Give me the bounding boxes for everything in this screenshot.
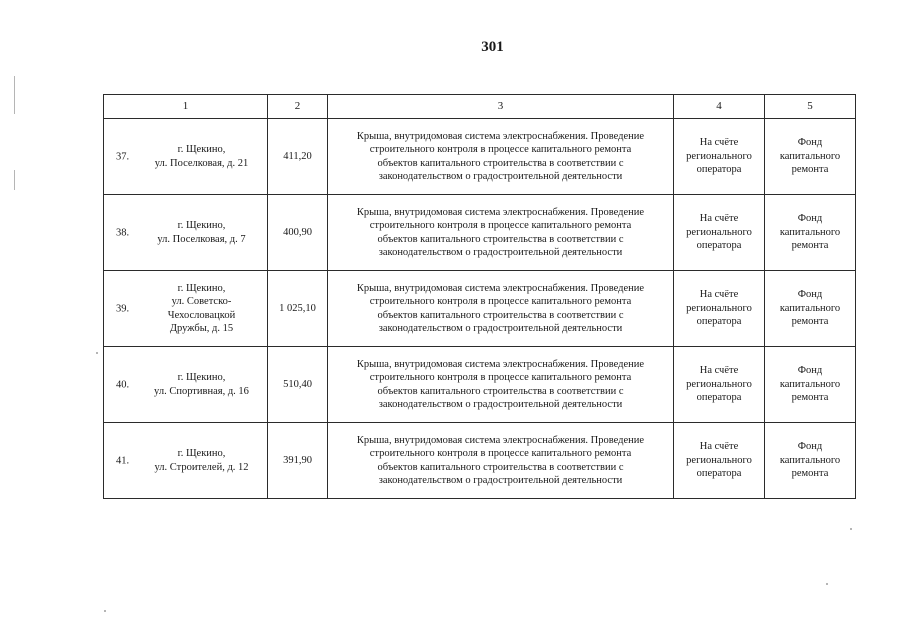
account-line: оператора	[696, 316, 742, 328]
row-number: 38.	[116, 226, 130, 238]
address-line: ул. Строителей, д. 12	[154, 461, 249, 473]
source-line: Фонд	[797, 289, 823, 301]
column-header: 2	[268, 95, 328, 119]
works-line: строительного контроля в процессе капитального ремонта	[369, 144, 632, 155]
works-line: Крыша, внутридомовая система электроснабжения. Проведение	[356, 282, 645, 294]
works-cell	[328, 119, 674, 195]
row-number: 41.	[116, 454, 130, 466]
address-line: ул. Поселковая, д. 7	[157, 233, 246, 245]
source-line: капитального	[779, 378, 841, 390]
account-line: регионального	[686, 150, 752, 162]
table-row	[104, 195, 856, 271]
source-line: Фонд	[797, 137, 823, 149]
address-cell	[104, 195, 268, 271]
scan-mark	[826, 583, 828, 585]
row-number: 40.	[116, 378, 130, 390]
table-row	[104, 347, 856, 423]
source-line: ремонта	[791, 468, 829, 480]
address-cell	[104, 271, 268, 347]
source-line: капитального	[779, 454, 841, 466]
account-line: регионального	[686, 454, 752, 466]
works-line: объектов капитального строительства в соответствии с	[377, 309, 624, 321]
account-cell	[674, 119, 765, 195]
works-line: объектов капитального строительства в соответствии с	[377, 461, 624, 473]
account-line: На счёте	[699, 441, 739, 453]
account-line: регионального	[686, 378, 752, 390]
works-line: Крыша, внутридомовая система электроснабжения. Проведение	[356, 130, 645, 142]
address-cell	[104, 347, 268, 423]
column-header: 3	[328, 95, 674, 119]
address-line: г. Щекино,	[177, 372, 226, 383]
address-line: г. Щекино,	[177, 144, 226, 155]
table-row	[104, 119, 856, 195]
account-line: На счёте	[699, 137, 739, 149]
works-line: законодательством о градостроительной деятельности	[378, 323, 623, 334]
scan-mark	[850, 528, 852, 530]
address-line: г. Щекино,	[177, 282, 226, 294]
works-line: законодательством о градостроительной деятельности	[378, 171, 623, 182]
area-cell: 391,90	[268, 423, 328, 499]
account-line: оператора	[696, 392, 742, 404]
column-header: 4	[674, 95, 765, 119]
account-line: регионального	[686, 302, 752, 314]
source-line: капитального	[779, 150, 841, 162]
table-header-row	[104, 95, 856, 119]
repair-works-table	[103, 94, 856, 499]
area-cell: 411,20	[268, 119, 328, 195]
table-row	[104, 423, 856, 499]
page-number: 301	[481, 39, 504, 55]
works-line: строительного контроля в процессе капитального ремонта	[369, 220, 632, 231]
works-line: строительного контроля в процессе капитального ремонта	[369, 296, 632, 307]
address-line: ул. Советско-	[171, 296, 232, 307]
source-cell	[765, 119, 856, 195]
scan-mark	[14, 170, 15, 190]
source-line: Фонд	[797, 441, 823, 453]
works-line: законодательством о градостроительной деятельности	[378, 475, 623, 486]
account-cell	[674, 271, 765, 347]
works-line: Крыша, внутридомовая система электроснабжения. Проведение	[356, 358, 645, 370]
works-line: строительного контроля в процессе капитального ремонта	[369, 372, 632, 383]
source-line: ремонта	[791, 316, 829, 328]
source-line: Фонд	[797, 213, 823, 225]
address-line: ул. Поселковая, д. 21	[154, 157, 249, 169]
works-line: законодательством о градостроительной деятельности	[378, 247, 623, 258]
area-cell: 510,40	[268, 347, 328, 423]
works-line: объектов капитального строительства в соответствии с	[377, 157, 624, 169]
scan-mark	[104, 610, 106, 612]
account-cell	[674, 423, 765, 499]
works-cell	[328, 195, 674, 271]
column-header: 5	[765, 95, 856, 119]
area-cell: 1 025,10	[268, 271, 328, 347]
source-line: ремонта	[791, 164, 829, 176]
source-line: ремонта	[791, 240, 829, 252]
scan-mark	[96, 352, 98, 354]
table-row	[104, 271, 856, 347]
address	[144, 282, 259, 336]
source-line: ремонта	[791, 392, 829, 404]
account-line: регионального	[686, 226, 752, 238]
address-line: ул. Спортивная, д. 16	[154, 385, 249, 397]
works-cell	[328, 423, 674, 499]
account-line: На счёте	[699, 213, 739, 225]
account-line: На счёте	[699, 289, 739, 301]
address	[144, 371, 259, 398]
source-line: капитального	[779, 226, 841, 238]
account-cell	[674, 195, 765, 271]
source-cell	[765, 195, 856, 271]
address-line: г. Щекино,	[177, 448, 226, 459]
source-line: Фонд	[797, 365, 823, 377]
works-line: объектов капитального строительства в соответствии с	[377, 385, 624, 397]
address-cell	[104, 423, 268, 499]
account-line: оператора	[696, 240, 742, 252]
address-line: Чехословацкой	[167, 309, 236, 321]
account-line: На счёте	[699, 365, 739, 377]
source-line: капитального	[779, 302, 841, 314]
works-line: законодательством о градостроительной деятельности	[378, 399, 623, 410]
address-cell	[104, 119, 268, 195]
works-line: Крыша, внутридомовая система электроснабжения. Проведение	[356, 206, 645, 218]
works-cell	[328, 347, 674, 423]
address	[144, 219, 259, 246]
account-line: оператора	[696, 164, 742, 176]
works-line: Крыша, внутридомовая система электроснабжения. Проведение	[356, 434, 645, 446]
address	[144, 143, 259, 170]
source-cell	[765, 347, 856, 423]
works-line: объектов капитального строительства в соответствии с	[377, 233, 624, 245]
works-line: строительного контроля в процессе капитального ремонта	[369, 448, 632, 459]
row-number: 37.	[116, 150, 130, 162]
column-header: 1	[104, 95, 268, 119]
address	[144, 447, 259, 474]
row-number: 39.	[116, 302, 130, 314]
works-cell	[328, 271, 674, 347]
source-cell	[765, 271, 856, 347]
source-cell	[765, 423, 856, 499]
account-line: оператора	[696, 468, 742, 480]
scan-mark	[14, 76, 15, 114]
address-line: г. Щекино,	[177, 220, 226, 231]
address-line: Дружбы, д. 15	[169, 323, 234, 334]
area-cell: 400,90	[268, 195, 328, 271]
account-cell	[674, 347, 765, 423]
